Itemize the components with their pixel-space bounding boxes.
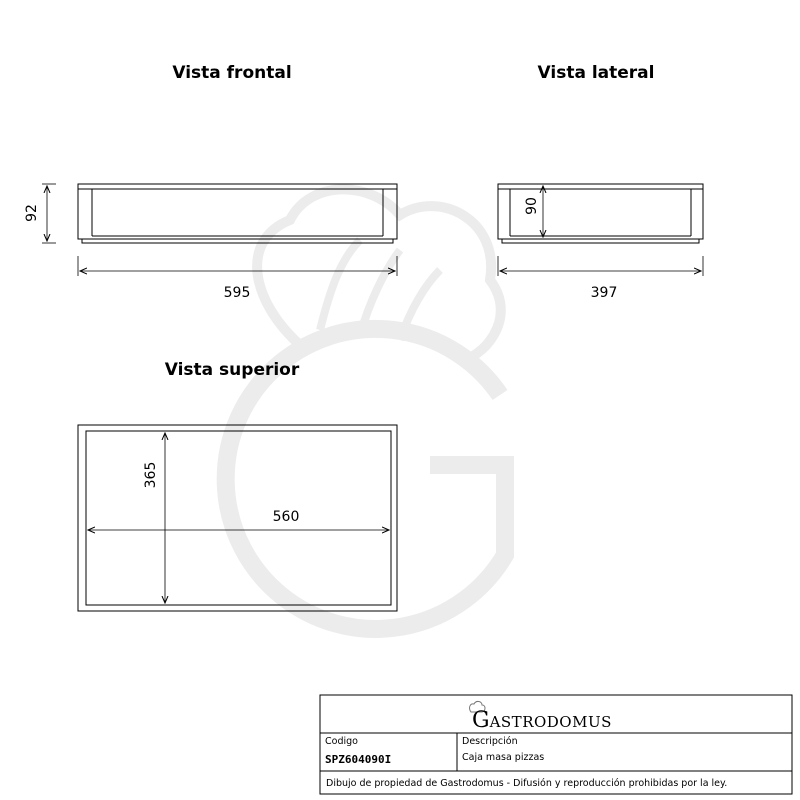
front-height-label: 92	[24, 204, 40, 222]
front-height-dimension	[42, 184, 56, 243]
side-height-label: 90	[524, 197, 540, 215]
side-width-dimension	[498, 256, 703, 276]
brand-name: GASTRODOMUS	[472, 708, 612, 733]
front-view-title: Vista frontal	[172, 63, 292, 83]
watermark-logo	[223, 189, 505, 629]
description-value: Caja masa pizzas	[462, 752, 545, 763]
front-width-label: 595	[223, 285, 251, 301]
code-label: Codigo	[325, 736, 358, 747]
top-width-label: 560	[272, 509, 300, 525]
top-view-title: Vista superior	[164, 360, 300, 380]
side-view-title: Vista lateral	[537, 63, 655, 83]
side-width-label: 397	[590, 285, 618, 301]
description-label: Descripción	[462, 736, 518, 747]
copyright-footer: Dibujo de propiedad de Gastrodomus - Difusión y reproducción prohibidas por la ley.	[326, 778, 728, 789]
code-value: SPZ604090I	[325, 753, 392, 766]
top-depth-label: 365	[143, 461, 159, 489]
